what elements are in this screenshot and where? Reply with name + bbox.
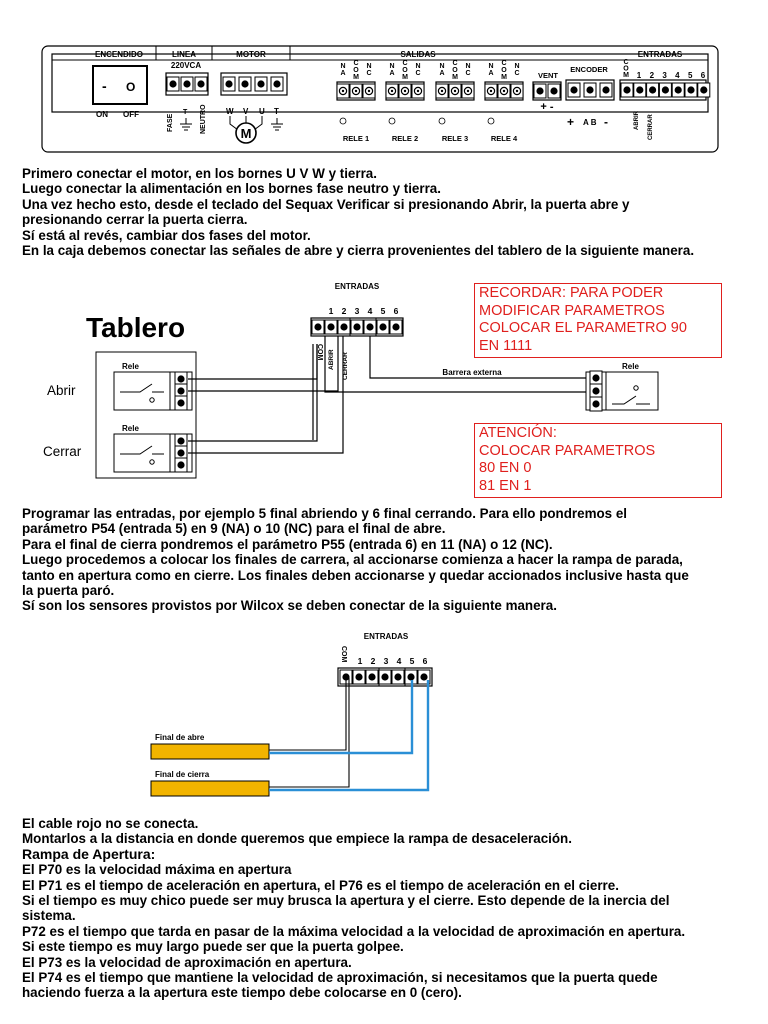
num-6: 6 <box>393 306 399 316</box>
num-3: 3 <box>383 656 389 666</box>
abrir-label: Abrir <box>47 383 76 398</box>
final-cierra-sensor <box>151 781 269 796</box>
text-line: El P70 es la velocidad máxima en apertura <box>22 862 292 878</box>
control-board-diagram <box>0 0 768 160</box>
entrada-number: 2 <box>649 71 655 80</box>
num-5: 5 <box>409 656 415 666</box>
text-line: El P73 es la velocidad de aproximación en apertura. <box>22 954 352 970</box>
relay-contact-label: C <box>366 70 372 77</box>
final-cierra-label: Final de cierra <box>155 770 210 779</box>
relay-led-icon <box>439 118 445 124</box>
label-salidas: SALIDAS <box>400 50 436 59</box>
label-motor: MOTOR <box>236 50 266 59</box>
relay-contact-label: M <box>452 74 458 81</box>
relay-label: RELE 1 <box>342 134 370 143</box>
relay-contact-label: O <box>353 67 359 74</box>
relay-contact-label: N <box>465 63 471 70</box>
entrada-number: 6 <box>700 71 706 80</box>
encoder-label: ENCODER <box>570 65 608 74</box>
rele-cerrar-label: Rele <box>122 424 139 433</box>
encoder-minus: - <box>604 115 608 129</box>
label-linea: LINEA <box>172 50 196 59</box>
barrera-label: Barrera externa <box>442 368 502 377</box>
num-5: 5 <box>380 306 386 316</box>
recordar-line: EN 1111 <box>479 337 533 354</box>
switch-minus: - <box>102 78 107 94</box>
text-line: Primero conectar el motor, en los bornes U V W y tierra. <box>22 166 377 181</box>
relay-contact-label: O <box>402 67 408 74</box>
line-t: T <box>183 109 188 116</box>
text-line: P72 es el tiempo que tarda en pasar de la máxima velocidad a la velocidad de aproximación en apertura. <box>22 923 686 939</box>
label-encendido: ENCENDIDO <box>94 50 144 59</box>
motor-u: U <box>259 107 265 116</box>
text-line: presionando cerrar la puerta cierra. <box>22 212 248 228</box>
sensor-diagram <box>0 624 768 800</box>
relay-contact-label: C <box>415 70 421 77</box>
entrada-number: 5 <box>687 71 693 80</box>
cerrar-label: Cerrar <box>43 444 82 459</box>
tablero-title: Tablero <box>86 312 186 343</box>
cerrar-vertical: CERRAR <box>342 352 349 380</box>
text-line: Luego procedemos a colocar los finales de carrera, al accionarse comienza a hacer la rampa de parada, <box>22 552 683 568</box>
motor-v: V <box>243 107 249 116</box>
entrada-number: 3 <box>662 71 667 80</box>
num-4: 4 <box>367 306 373 316</box>
relay-contact-label: M <box>402 74 408 81</box>
entrada-number: 1 <box>636 71 642 80</box>
text-line: Si este tiempo es muy largo puede ser que la puerta golpee. <box>22 939 404 955</box>
text-line: Rampa de Apertura: <box>22 845 156 862</box>
relay-contact-label: N <box>488 63 494 70</box>
rele-barrera-label: Rele <box>622 362 639 371</box>
atencion-line: 80 EN 0 <box>479 460 532 476</box>
motor-w: W <box>226 107 234 116</box>
relay-contact-label: M <box>501 74 507 81</box>
relay-label: RELE 4 <box>490 134 518 143</box>
relay-contact-label: N <box>340 63 346 70</box>
text-line: El cable rojo no se conecta. <box>22 816 199 831</box>
text-line: sistema. <box>22 908 76 924</box>
text-line: la puerta paró. <box>22 583 115 599</box>
relay-contact-label: C <box>353 60 359 67</box>
relay-led-icon <box>340 118 346 124</box>
com-label: C <box>623 59 629 66</box>
relay-contact-label: O <box>452 67 458 74</box>
switch-on: ON <box>96 110 108 119</box>
atencion-line: ATENCIÓN: <box>479 425 557 441</box>
recordar-line: MODIFICAR PARAMETROS <box>479 302 665 319</box>
num-6: 6 <box>422 656 428 666</box>
relay-contact-label: C <box>402 60 408 67</box>
relay-contact-label: C <box>452 60 458 67</box>
com-vertical: COM <box>340 646 347 663</box>
relay-label: RELE 2 <box>391 134 419 143</box>
encoder-plus: + <box>567 115 575 129</box>
text-line: parámetro P54 (entrada 5) en 9 (NA) o 10 (NC) para el final de abre. <box>22 521 446 537</box>
motor-t: T <box>274 107 279 116</box>
paragraph-motor <box>22 166 752 258</box>
text-line: Sí son los sensores provistos por Wilcox se deben conectar de la siguiente manera. <box>22 598 557 614</box>
vent-signs: + - <box>540 101 554 113</box>
line-neutro: NEUTRO <box>200 104 207 134</box>
relay-contact-label: A <box>439 70 445 77</box>
text-line: En la caja debemos conectar las señales de abre y cierra provenientes del tablero de la siguiente manera. <box>22 243 695 259</box>
atencion-box <box>474 423 722 498</box>
recordar-box <box>474 283 722 358</box>
final-abre-label: Final de abre <box>155 733 205 742</box>
vent-label: VENT <box>537 71 559 80</box>
relay-contact-label: O <box>501 67 507 74</box>
com-label: M <box>623 72 629 79</box>
recordar-line: RECORDAR: PARA PODER <box>479 285 664 301</box>
relay-led-icon <box>389 118 395 124</box>
relay-contact-label: A <box>389 70 395 77</box>
relay-contact-label: M <box>353 74 359 81</box>
relay-contact-label: A <box>488 70 494 77</box>
text-line: haciendo fuerza a la apertura este tiempo debe colocarse en 0 (cero). <box>22 985 462 1001</box>
text-line: El P74 es el tiempo que mantiene la velocidad de aproximación, si necesitamos que la puerta quede <box>22 970 658 986</box>
num-1: 1 <box>328 306 334 316</box>
text-line: El P71 es el tiempo de aceleración en apertura, el P76 es el tiempo de aceleración en el cierre. <box>22 877 619 893</box>
final-abre-sensor <box>151 744 269 759</box>
switch-o: O <box>126 80 136 94</box>
text-line: Una vez hecho esto, desde el teclado del Sequax Verificar si presionando Abrir, la puerta abre y <box>22 196 630 212</box>
num-3: 3 <box>354 306 360 316</box>
text-line: Si el tiempo es muy chico puede ser muy brusca la apertura y el cierre. Esto depende de la inercia del <box>22 893 670 909</box>
text-line: Luego conectar la alimentación en los bornes fase neutro y tierra. <box>22 181 441 197</box>
num-4: 4 <box>396 656 402 666</box>
paragraph-programar <box>22 506 752 614</box>
num-1: 1 <box>357 656 363 666</box>
text-line: Montarlos a la distancia en donde queremos que empiece la rampa de desaceleración. <box>22 831 572 847</box>
motor-symbol: M <box>240 126 252 141</box>
relay-contact-label: C <box>514 70 520 77</box>
label-entradas: ENTRADAS <box>637 50 683 59</box>
relay-contact-label: A <box>340 70 346 77</box>
entradas-abrir: ABRIR <box>634 111 640 130</box>
relay-contact-label: N <box>389 63 395 70</box>
relay-label: RELE 3 <box>441 134 469 143</box>
text-line: Sí está al revés, cambiar dos fases del motor. <box>22 227 311 243</box>
relay-led-icon <box>488 118 494 124</box>
relay-contact-label: N <box>514 63 520 70</box>
paragraph-rampa <box>22 816 752 1001</box>
com-vertical: COM <box>316 344 323 361</box>
entrada-number: 4 <box>675 71 680 80</box>
entradas-label: ENTRADAS <box>363 632 409 641</box>
entradas-cerrar: CERRAR <box>648 114 654 140</box>
relay-contact-label: N <box>415 63 421 70</box>
line-fase: FASE <box>167 113 174 132</box>
relay-contact-label: C <box>465 70 471 77</box>
atencion-line: 81 EN 1 <box>479 477 532 494</box>
text-line: tanto en apertura como en cierre. Los finales deben accionarse y quedar accionados inclusive hasta que <box>22 567 689 583</box>
abrir-vertical: ABRIR <box>328 349 335 370</box>
encoder-pins: A B <box>583 118 597 127</box>
relay-contact-label: N <box>439 63 445 70</box>
text-line: Programar las entradas, por ejemplo 5 final abriendo y 6 final cerrando. Para ello pondremos el <box>22 506 627 521</box>
num-2: 2 <box>341 306 347 316</box>
atencion-line: COLOCAR PARAMETROS <box>479 442 656 459</box>
switch-off: OFF <box>123 110 139 119</box>
relay-contact-label: N <box>366 63 372 70</box>
num-2: 2 <box>370 656 376 666</box>
voltage-label: 220VCA <box>170 61 202 70</box>
text-line: Para el final de cierra pondremos el parámetro P55 (entrada 6) en 11 (NA) o 12 (NC). <box>22 536 553 552</box>
relay-contact-label: C <box>501 60 507 67</box>
com-label: O <box>623 65 629 73</box>
entradas-label: ENTRADAS <box>334 282 380 291</box>
recordar-line: COLOCAR EL PARAMETRO 90 <box>479 320 687 336</box>
rele-abrir-label: Rele <box>122 362 139 371</box>
